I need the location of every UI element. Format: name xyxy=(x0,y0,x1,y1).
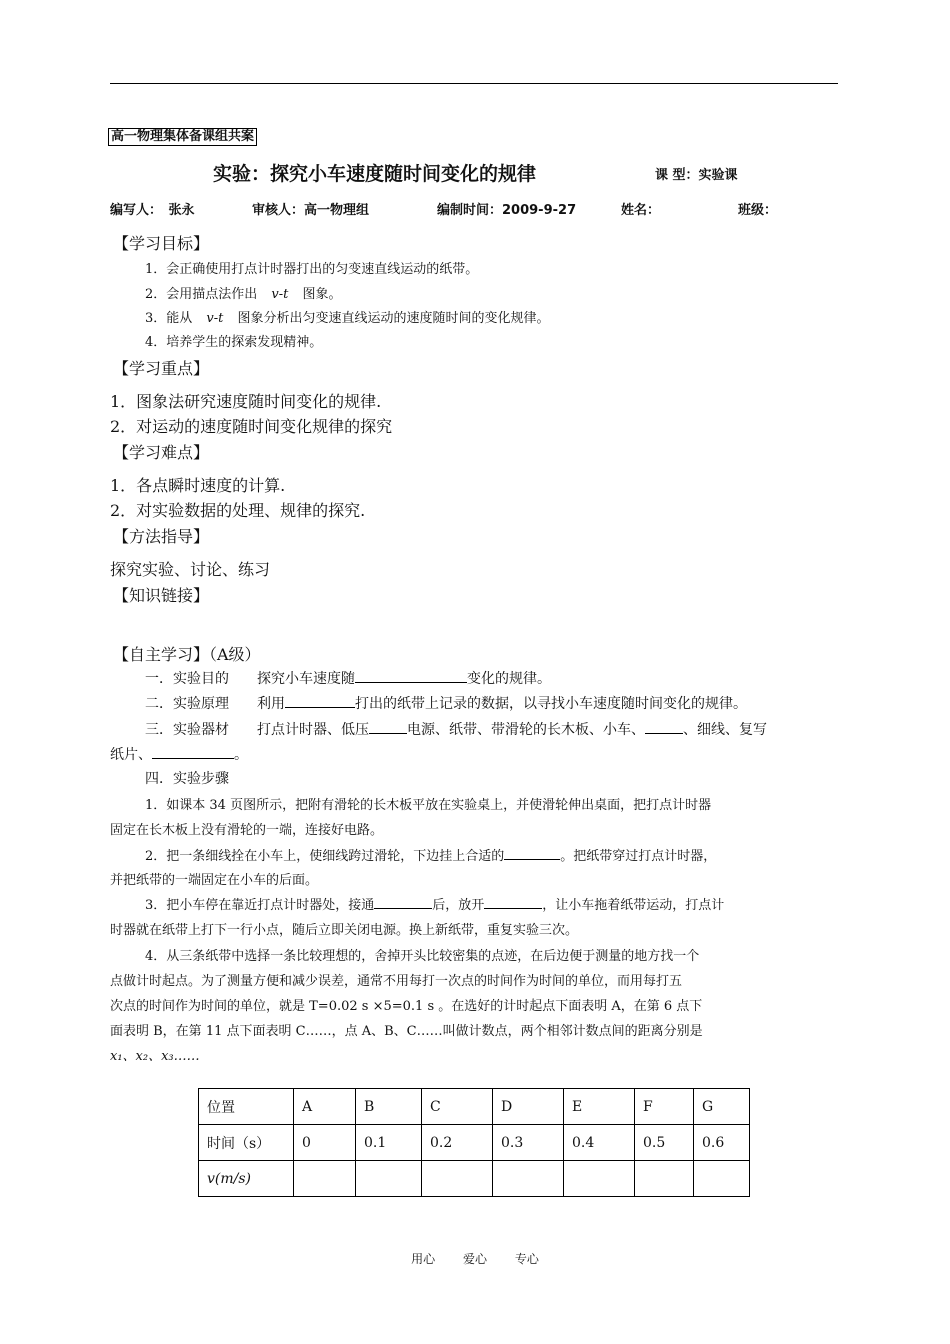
table-cell-input[interactable] xyxy=(635,1161,694,1197)
table-cell: 时间（s） xyxy=(199,1125,294,1161)
method-text: 探究实验、讨论、练习 xyxy=(110,560,271,579)
reviewer: 审核人：高一物理组 xyxy=(252,203,370,218)
table-cell: 0.5 xyxy=(635,1125,694,1161)
equipment-line xyxy=(145,719,767,739)
table-cell-input[interactable] xyxy=(422,1161,493,1197)
page-footer xyxy=(0,1250,950,1267)
table-cell: F xyxy=(635,1089,694,1125)
goal-text: 2．会用描点法作出 xyxy=(145,287,258,302)
table-cell: 0.2 xyxy=(422,1125,493,1161)
table-cell-input[interactable] xyxy=(564,1161,635,1197)
table-cell: E xyxy=(564,1089,635,1125)
fill-blank[interactable] xyxy=(369,721,407,734)
table-row xyxy=(199,1161,750,1197)
step-4-line-4: 面表明 B，在第 11 点下面表明 C……，点 A、B、C……叫做计数点，两个相邻计数点间的距离分别是 xyxy=(110,1024,703,1039)
group-label: 高一物理集体备课组共案 xyxy=(108,128,257,146)
difficulties-heading: 【学习难点】 xyxy=(113,443,210,462)
table-cell: 0 xyxy=(294,1125,356,1161)
key-point-item: 1．图象法研究速度随时间变化的规律. xyxy=(110,392,382,411)
difficulty-item: 2．对实验数据的处理、规律的探究. xyxy=(110,501,366,520)
name-label: 姓名： xyxy=(621,203,661,218)
fill-blank[interactable] xyxy=(645,721,683,734)
key-point-item: 2．对运动的速度随时间变化规律的探究 xyxy=(110,417,393,436)
vt-symbol: v-t xyxy=(206,311,224,326)
goal-item: 1．会正确使用打点计时器打出的匀变速直线运动的纸带。 xyxy=(145,262,479,277)
goal-text: 3．能从 xyxy=(145,311,193,326)
text: 一．实验目的 探究小车速度随 xyxy=(145,671,355,687)
goals-heading: 【学习目标】 xyxy=(113,234,210,253)
table-cell-input[interactable] xyxy=(694,1161,750,1197)
links-heading: 【知识链接】 xyxy=(113,586,210,605)
table-cell: D xyxy=(493,1089,564,1125)
step-4-line-3: 次点的时间作为时间的单位，就是 T=0.02 s ×5=0.1 s 。在选好的计时起点下面表明 A，在第 6 点下 xyxy=(110,999,703,1014)
step-1-line-2: 固定在长木板上没有滑轮的一端，连接好电路。 xyxy=(110,823,384,838)
lesson-type: 课 型：实验课 xyxy=(655,168,738,183)
goal-item: 4．培养学生的探索发现精神。 xyxy=(145,335,323,350)
key-points-heading: 【学习重点】 xyxy=(113,359,210,378)
text: 后，放开 xyxy=(432,898,485,913)
goal-text-tail: 图象分析出匀变速直线运动的速度随时间的变化规律。 xyxy=(237,311,550,326)
table-cell: 0.1 xyxy=(356,1125,422,1161)
fill-blank[interactable] xyxy=(484,896,542,909)
text: 。把纸带穿过打点计时器， xyxy=(560,849,717,864)
text: 电源、纸带、带滑轮的长木板、小车、 xyxy=(407,722,645,738)
table-cell: 位置 xyxy=(199,1089,294,1125)
self-study-heading: 【自主学习】（A级） xyxy=(113,645,261,664)
table-cell: B xyxy=(356,1089,422,1125)
table-cell: G xyxy=(694,1089,750,1125)
step-3-line-2: 时器就在纸带上打下一行小点，随后立即关闭电源。换上新纸带，重复实验三次。 xyxy=(110,923,579,938)
fill-blank[interactable] xyxy=(152,746,234,759)
date: 编制时间：2009-9-27 xyxy=(437,203,577,218)
table-cell-input[interactable] xyxy=(294,1161,356,1197)
goal-item xyxy=(145,307,550,326)
text: 二．实验原理 利用 xyxy=(145,696,285,712)
page-title: 实验：探究小车速度随时间变化的规律 xyxy=(213,163,537,185)
text: 三．实验器材 打点计时器、低压 xyxy=(145,722,369,738)
text: 打出的纸带上记录的数据，以寻找小车速度随时间变化的规律。 xyxy=(355,696,747,712)
table-cell: 0.4 xyxy=(564,1125,635,1161)
text: ，让小车拖着纸带运动，打点计 xyxy=(542,898,725,913)
data-table xyxy=(198,1088,750,1197)
footer-item: 专心 xyxy=(514,1252,539,1266)
vt-symbol: v-t xyxy=(271,287,289,302)
step-2-line xyxy=(145,845,716,864)
method-heading: 【方法指导】 xyxy=(113,527,210,546)
table-cell: 0.6 xyxy=(694,1125,750,1161)
principle-line xyxy=(145,693,747,713)
goal-item xyxy=(145,283,342,302)
fill-blank[interactable] xyxy=(504,847,560,860)
difficulty-item: 1．各点瞬时速度的计算. xyxy=(110,476,286,495)
table-cell: v(m/s) xyxy=(199,1161,294,1197)
steps-heading: 四．实验步骤 xyxy=(145,771,229,787)
table-cell-input[interactable] xyxy=(493,1161,564,1197)
table-cell-input[interactable] xyxy=(356,1161,422,1197)
step-1-line: 1．如课本 34 页图所示，把附有滑轮的长木板平放在实验桌上，并使滑轮伸出桌面，把打点计时器 xyxy=(145,798,712,813)
author: 编写人： 张永 xyxy=(110,203,195,218)
text: 2．把一条细线拴在小车上，使细线跨过滑轮，下边挂上合适的 xyxy=(145,849,505,864)
table-cell: 0.3 xyxy=(493,1125,564,1161)
equipment-line-2 xyxy=(110,744,248,764)
step-4-line: 4．从三条纸带中选择一条比较理想的，舍掉开头比较密集的点迹，在后边便于测量的地方找一个 xyxy=(145,949,700,964)
table-cell: A xyxy=(294,1089,356,1125)
goal-text-tail: 图象。 xyxy=(302,287,342,302)
footer-item: 爱心 xyxy=(462,1252,487,1266)
text: 、细线、复写 xyxy=(683,722,767,738)
fill-blank[interactable] xyxy=(374,896,432,909)
step-2-line-2: 并把纸带的一端固定在小车的后面。 xyxy=(110,873,319,888)
step-4-line-5: x₁、x₂、x₃…… xyxy=(110,1049,200,1064)
purpose-line xyxy=(145,668,551,688)
table-row xyxy=(199,1089,750,1125)
fill-blank[interactable] xyxy=(355,670,467,683)
step-3-line xyxy=(145,894,724,913)
step-4-line-2: 点做计时起点。为了测量方便和减少误差，通常不用每打一次点的时间作为时间的单位，而用每打五 xyxy=(110,974,683,989)
fill-blank[interactable] xyxy=(285,695,355,708)
footer-item: 用心 xyxy=(411,1252,436,1266)
text: 纸片、 xyxy=(110,747,152,763)
text: 。 xyxy=(234,747,248,763)
header-rule xyxy=(110,83,838,84)
class-label: 班级： xyxy=(738,203,778,218)
text: 3．把小车停在靠近打点计时器处，接通 xyxy=(145,898,375,913)
table-row xyxy=(199,1125,750,1161)
text: 变化的规律。 xyxy=(467,671,551,687)
table-cell: C xyxy=(422,1089,493,1125)
